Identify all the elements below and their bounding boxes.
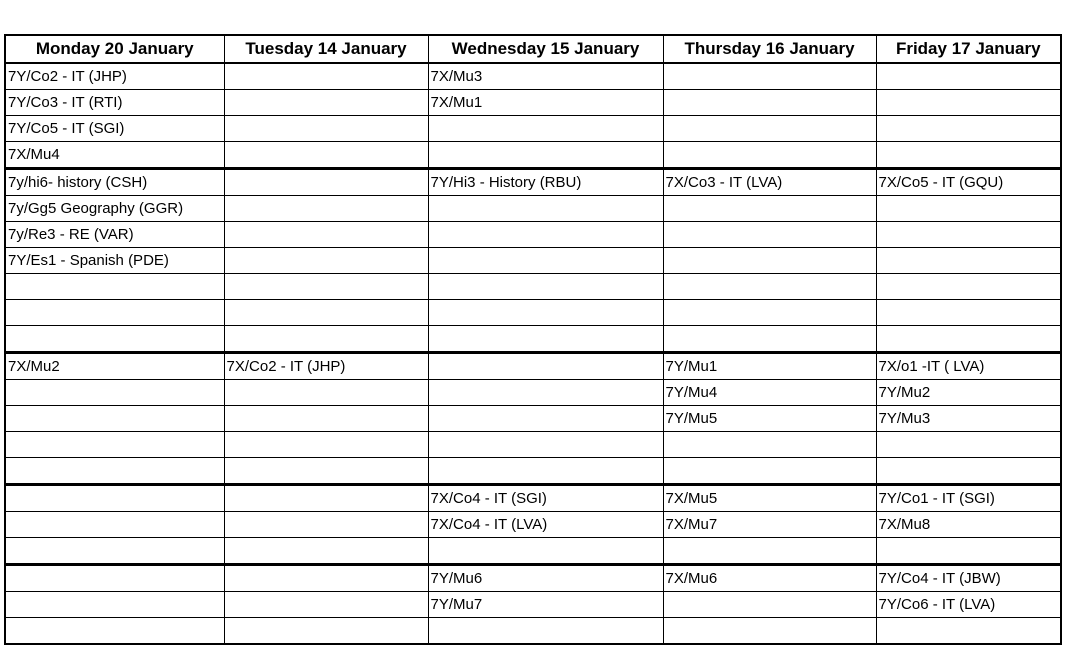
cell-thursday [663,592,876,618]
cell-wednesday: 7Y/Hi3 - History (RBU) [428,169,663,196]
table-row [5,169,1061,196]
cell-thursday: 7Y/Mu5 [663,406,876,432]
column-header-tuesday: Tuesday 14 January [224,35,428,63]
cell-monday [5,432,224,458]
cell-monday [5,380,224,406]
table-row [5,380,1061,406]
cell-wednesday [428,222,663,248]
column-header-wednesday: Wednesday 15 January [428,35,663,63]
cell-thursday [663,432,876,458]
timetable-body [5,63,1061,644]
cell-thursday [663,458,876,485]
table-row [5,116,1061,142]
cell-monday: 7Y/Co2 - IT (JHP) [5,63,224,90]
cell-thursday [663,196,876,222]
cell-monday: 7Y/Co5 - IT (SGI) [5,116,224,142]
table-row [5,618,1061,645]
cell-tuesday [224,90,428,116]
cell-tuesday [224,380,428,406]
cell-wednesday [428,196,663,222]
cell-friday [876,248,1061,274]
cell-tuesday [224,142,428,169]
table-row [5,248,1061,274]
cell-wednesday [428,116,663,142]
table-row [5,458,1061,485]
cell-tuesday [224,222,428,248]
cell-wednesday: 7Y/Mu6 [428,565,663,592]
cell-thursday [663,90,876,116]
cell-monday [5,406,224,432]
table-row [5,142,1061,169]
cell-monday: 7Y/Co3 - IT (RTI) [5,90,224,116]
header-row [5,35,1061,63]
cell-tuesday [224,485,428,512]
cell-tuesday [224,432,428,458]
cell-friday [876,274,1061,300]
cell-thursday [663,142,876,169]
cell-thursday: 7Y/Mu4 [663,380,876,406]
column-header-friday: Friday 17 January [876,35,1061,63]
cell-monday [5,485,224,512]
cell-tuesday [224,565,428,592]
cell-thursday: 7X/Mu6 [663,565,876,592]
cell-wednesday [428,406,663,432]
cell-wednesday [428,353,663,380]
cell-monday [5,458,224,485]
cell-friday: 7X/o1 -IT ( LVA) [876,353,1061,380]
cell-wednesday [428,432,663,458]
cell-friday: 7Y/Co6 - IT (LVA) [876,592,1061,618]
table-row [5,565,1061,592]
cell-monday [5,512,224,538]
cell-wednesday [428,142,663,169]
cell-thursday [663,222,876,248]
cell-thursday: 7X/Mu5 [663,485,876,512]
table-row [5,222,1061,248]
table-row [5,63,1061,90]
table-row [5,432,1061,458]
cell-tuesday [224,538,428,565]
cell-tuesday [224,458,428,485]
cell-friday [876,326,1061,353]
cell-friday [876,196,1061,222]
cell-friday: 7Y/Co4 - IT (JBW) [876,565,1061,592]
cell-wednesday [428,248,663,274]
cell-friday [876,142,1061,169]
table-row [5,326,1061,353]
cell-wednesday: 7X/Co4 - IT (SGI) [428,485,663,512]
cell-friday [876,618,1061,645]
cell-friday: 7X/Co5 - IT (GQU) [876,169,1061,196]
cell-tuesday [224,116,428,142]
cell-thursday: 7Y/Mu1 [663,353,876,380]
cell-wednesday [428,538,663,565]
cell-tuesday [224,196,428,222]
column-header-thursday: Thursday 16 January [663,35,876,63]
cell-friday: 7Y/Mu2 [876,380,1061,406]
table-row [5,512,1061,538]
cell-monday: 7X/Mu4 [5,142,224,169]
cell-tuesday: 7X/Co2 - IT (JHP) [224,353,428,380]
cell-monday [5,565,224,592]
cell-friday: 7X/Mu8 [876,512,1061,538]
cell-thursday: 7X/Co3 - IT (LVA) [663,169,876,196]
cell-wednesday [428,458,663,485]
cell-thursday: 7X/Mu7 [663,512,876,538]
cell-friday [876,116,1061,142]
cell-wednesday: 7X/Mu3 [428,63,663,90]
cell-tuesday [224,326,428,353]
table-row [5,406,1061,432]
cell-monday: 7y/Re3 - RE (VAR) [5,222,224,248]
cell-monday [5,326,224,353]
cell-wednesday: 7Y/Mu7 [428,592,663,618]
cell-tuesday [224,618,428,645]
cell-friday [876,538,1061,565]
table-row [5,274,1061,300]
cell-wednesday [428,618,663,645]
cell-monday: 7Y/Es1 - Spanish (PDE) [5,248,224,274]
cell-thursday [663,538,876,565]
cell-wednesday [428,300,663,326]
cell-thursday [663,274,876,300]
cell-thursday [663,326,876,353]
cell-tuesday [224,592,428,618]
cell-wednesday [428,274,663,300]
cell-tuesday [224,274,428,300]
cell-monday [5,300,224,326]
cell-friday [876,222,1061,248]
cell-thursday [663,618,876,645]
cell-monday [5,592,224,618]
cell-wednesday: 7X/Co4 - IT (LVA) [428,512,663,538]
cell-thursday [663,248,876,274]
cell-friday [876,300,1061,326]
cell-monday: 7y/hi6- history (CSH) [5,169,224,196]
table-row [5,90,1061,116]
cell-friday [876,63,1061,90]
cell-monday [5,538,224,565]
cell-tuesday [224,63,428,90]
cell-monday [5,274,224,300]
timetable-header [5,35,1061,63]
cell-monday: 7y/Gg5 Geography (GGR) [5,196,224,222]
table-row [5,485,1061,512]
column-header-monday: Monday 20 January [5,35,224,63]
cell-friday [876,432,1061,458]
timetable [4,34,1062,645]
cell-monday [5,618,224,645]
cell-tuesday [224,169,428,196]
table-row [5,300,1061,326]
cell-friday: 7Y/Co1 - IT (SGI) [876,485,1061,512]
cell-wednesday [428,380,663,406]
cell-thursday [663,300,876,326]
cell-friday: 7Y/Mu3 [876,406,1061,432]
table-row [5,353,1061,380]
cell-tuesday [224,512,428,538]
cell-wednesday [428,326,663,353]
table-row [5,196,1061,222]
table-row [5,592,1061,618]
cell-tuesday [224,248,428,274]
cell-thursday [663,116,876,142]
cell-tuesday [224,406,428,432]
cell-monday: 7X/Mu2 [5,353,224,380]
cell-friday [876,90,1061,116]
cell-thursday [663,63,876,90]
table-row [5,538,1061,565]
cell-friday [876,458,1061,485]
cell-tuesday [224,300,428,326]
cell-wednesday: 7X/Mu1 [428,90,663,116]
